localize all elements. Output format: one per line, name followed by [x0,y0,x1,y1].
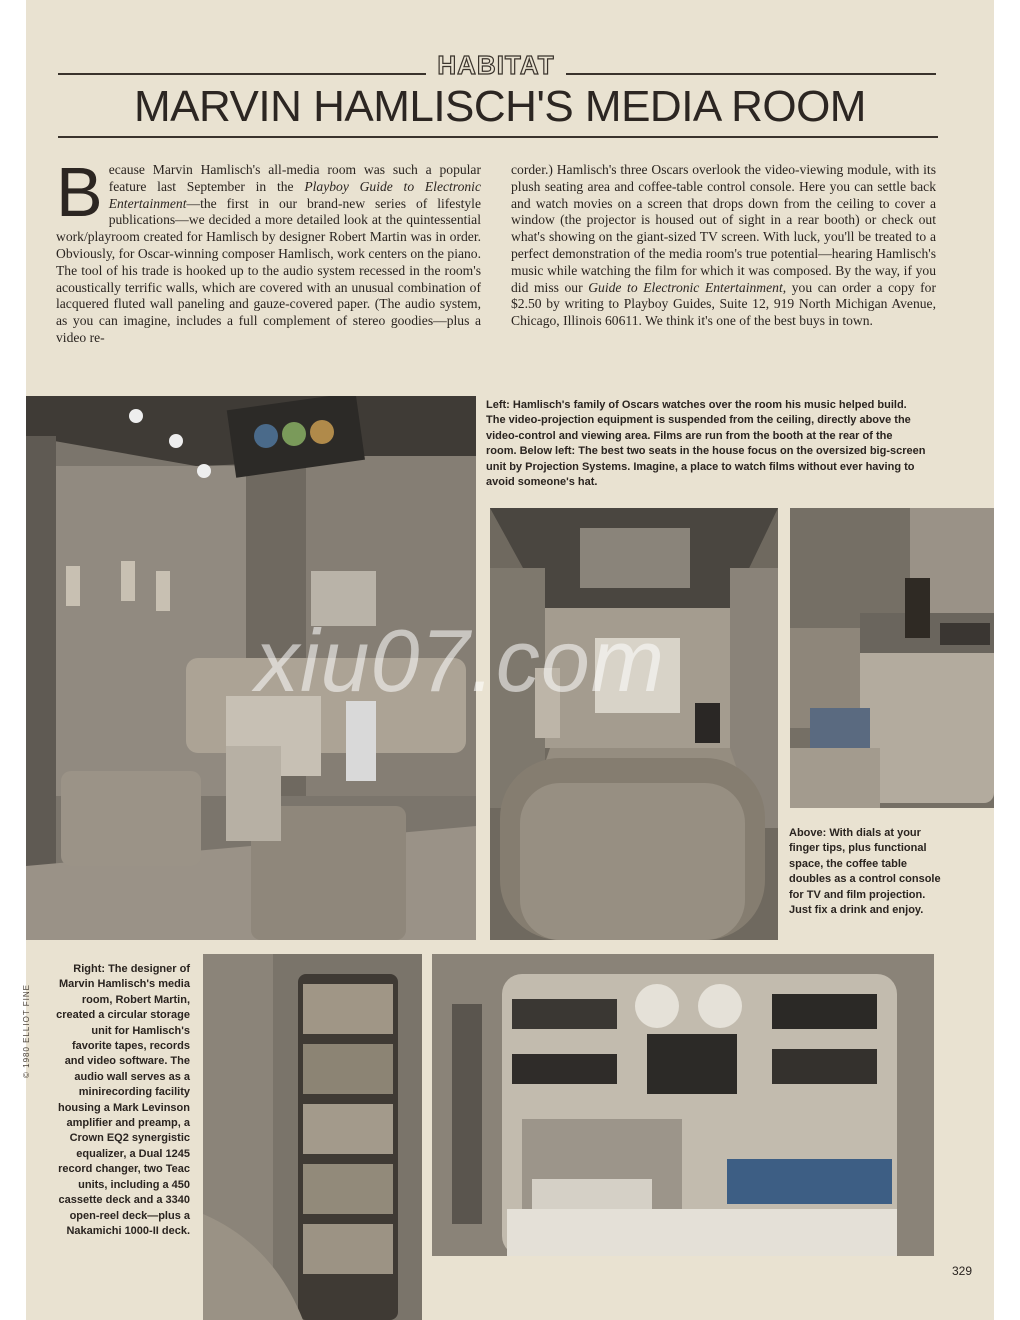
photo-media-room [26,396,476,940]
col2-italic-title: Guide to Electronic Entertainment [588,279,783,295]
photo-viewing-area [490,508,778,940]
col2-text-a: corder.) Hamlisch's three Oscars overlook the video-viewing module, with its plush seating area and coffee-table control console. Here you can settle back and watch movies on a screen that drops down from the ceiling to cover a window (the projector is housed out of sight in a rear booth) or check out what's showing on the giant-sized TV screen. With luck, you'll be treated to a perfect demonstration of the media room's true potential—hearing Hamlisch's music while watching the film for which it was composed. By the way, if you did miss our [511,162,936,295]
drop-cap: B [56,153,103,231]
article-column-1 [56,153,481,347]
article-column-2 [511,162,936,330]
kicker-rule-right [566,73,936,75]
col1-italic-title: Playboy Guide to Electronic Entertainment [108,178,481,211]
watermark: xiu07.com [255,611,666,710]
col1-text-a: ecause Marvin Hamlisch's all-media room was such a popular feature last September in the [108,162,481,194]
photo-audio-wall [432,954,934,1256]
page-number: 329 [952,1264,973,1278]
caption-above: Above: With dials at your finger tips, plus functional space, the coffee table doubles as a control console for TV and film projection. Just fix a drink and enjoy. [789,827,941,917]
photo-coffee-table [790,508,994,808]
headline-rule [58,136,938,138]
kicker-rule-left [58,73,426,75]
photo-storage-unit [203,954,422,1320]
col1-text-b: —the first in our brand-new series of lifestyle publications—we decided a more detailed look at the quintessential work/playroom created for Hamlisch by designer Robert Martin was in order. Obviously, for Oscar-winning composer Hamlisch, work centers on the piano. The tool of his trade is hooked up to the audio system recessed in the room's acoustically terrific walls, which are covered with an unusual combination of lacquered fluted wall paneling and gauze-covered paper. (The audio system, as you can imagine, includes a full complement of stereo goodies—plus a video re- [56,195,481,345]
photo-credit: © 1980 ELLIOT FINE [22,983,31,1078]
headline: MARVIN HAMLISCH'S MEDIA ROOM [134,82,866,131]
section-kicker: HABITAT [437,50,555,80]
caption-right: Right: The designer of Marvin Hamlisch's media room, Robert Martin, created a circular storage unit for Hamlisch's favorite tapes, records and video software. The audio wall serves as a minirecording facility housing a Mark Levinson amplifier and preamp, a Crown EQ2 synergistic equalizer, a Dual 1245 record changer, two Teac units, including a 450 cassette deck and a 3340 open-reel deck—plus a Nakamichi 1000-II deck. [56,963,190,1237]
col2-text-b: , you can order a copy for $2.50 by writing to Playboy Guides, Suite 12, 919 North Michigan Avenue, Chicago, Illinois 60611. We think it's one of the best buys in town. [511,279,936,329]
caption-left: Left: Hamlisch's family of Oscars watches over the room his music helped build. The video-projection equipment is suspended from the ceiling, directly above the video-control and viewing area. Films are run from the booth at the rear of the room. Below left: The best two seats in the house focus on the oversized big-screen unit by Projection Systems. Imagine, a place to watch films without ever having to avoid someone's hat. [486,399,926,489]
